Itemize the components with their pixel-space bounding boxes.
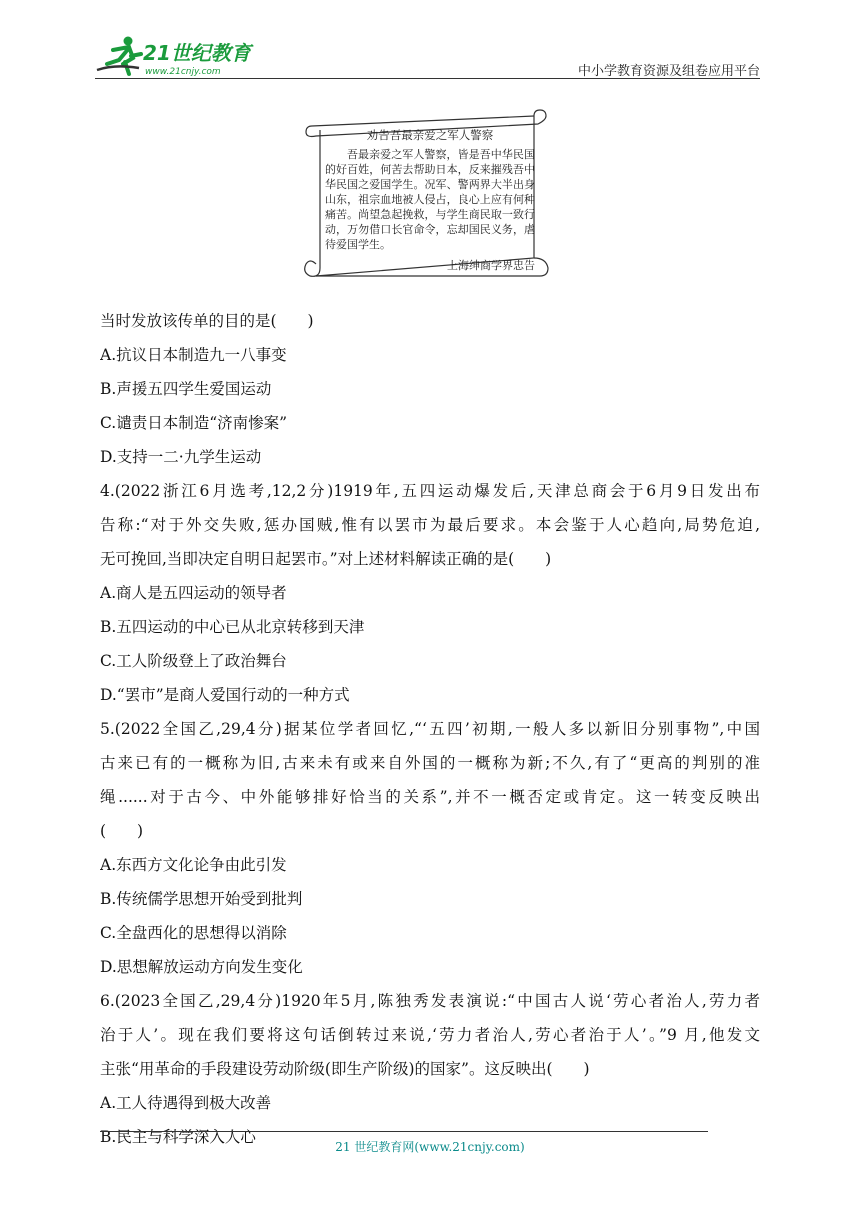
site-logo [95,34,265,78]
q5-option-a: A.东西方文化论争由此引发 [100,856,287,874]
q5-stem-line-2: 古来已有的一概称为旧,古来未有或来自外国的一概称为新;不久,有了“更高的判别的准 [100,754,760,772]
svg-text:21世纪教育: 21世纪教育 [143,41,251,65]
q6-stem-line-2: 治于人’。现在我们要将这句话倒转过来说,‘劳力者治人,劳心者治于人’。”9 月,他发文 [100,1026,760,1044]
q6-option-a: A.工人待遇得到极大改善 [100,1094,272,1112]
page-footer: 21 世纪教育网(www.21cnjy.com) [335,1140,525,1154]
leaflet-text [325,128,535,273]
header-divider [95,78,760,79]
q3-option-a: A.抗议日本制造九一八事变 [100,346,287,364]
leaflet-signature: 上海绅商学界忠告 [447,259,535,272]
q4-stem-line-2: 告称:“对于外交失败,惩办国贼,惟有以罢市为最后要求。本会鉴于人心趋向,局势危迫, [100,516,760,534]
q6-stem-line-3: 主张“用革命的手段建设劳动阶级(即生产阶级)的国家”。这反映出( ) [100,1060,590,1078]
q3-option-c: C.谴责日本制造“济南惨案” [100,414,288,432]
svg-text:www.21cnjy.com: www.21cnjy.com [145,67,221,77]
q3-option-d: D.支持一二·九学生运动 [100,448,262,466]
q4-option-a: A.商人是五四运动的领导者 [100,584,287,602]
footer-divider [100,1131,708,1132]
q6-option-b: B.民主与科学深入人心 [100,1128,256,1146]
q5-stem-line-4: ( ) [100,822,144,840]
q4-option-b: B.五四运动的中心已从北京转移到天津 [100,618,365,636]
leaflet-body: 吾最亲爱之军人警察，皆是吾中华民国的好百姓，何苦去帮助日本，反来摧残吾中华民国之爱国学生。况军、警两界大半出身山东，祖宗血地被人侵占，良心上应有何种痛苦。尚望急起挽救，与学生商民取一致行动，万勿借口长官命令，忘却国民义务，虐待爱国学生。 [325,148,535,251]
q5-option-c: C.全盘西化的思想得以消除 [100,924,287,942]
q3-stem: 当时发放该传单的目的是( ) [100,312,314,330]
leaflet-title: 劝告吾最亲爱之军人警察 [366,128,494,142]
q6-stem-line-1: 6.(2023全国乙,29,4分)1920年5月,陈独秀发表演说:“中国古人说‘劳心者治人,劳力者 [100,992,760,1010]
q4-option-d: D.“罢市”是商人爱国行动的一种方式 [100,686,350,704]
q5-option-b: B.传统儒学思想开始受到批判 [100,890,303,908]
q4-option-c: C.工人阶级登上了政治舞台 [100,652,287,670]
question-content [100,304,760,1154]
q4-stem-line-3: 无可挽回,当即决定自明日起罢市。”对上述材料解读正确的是( ) [100,550,552,568]
q5-stem-line-3: 绳......对于古今、中外能够排好恰当的关系”,并不一概否定或肯定。这一转变反映出 [100,788,760,806]
site-tagline: 中小学教育资源及组卷应用平台 [577,64,760,79]
page-header [95,34,760,78]
q5-option-d: D.思想解放运动方向发生变化 [100,958,303,976]
q5-stem-line-1: 5.(2022全国乙,29,4分)据某位学者回忆,“‘五四’初期,一般人多以新旧分别事物”,中国 [100,720,760,738]
q3-option-b: B.声援五四学生爱国运动 [100,380,272,398]
q4-stem-line-1: 4.(2022浙江6月选考,12,2分)1919年,五四运动爆发后,天津总商会于6月9日发出布 [100,482,760,500]
